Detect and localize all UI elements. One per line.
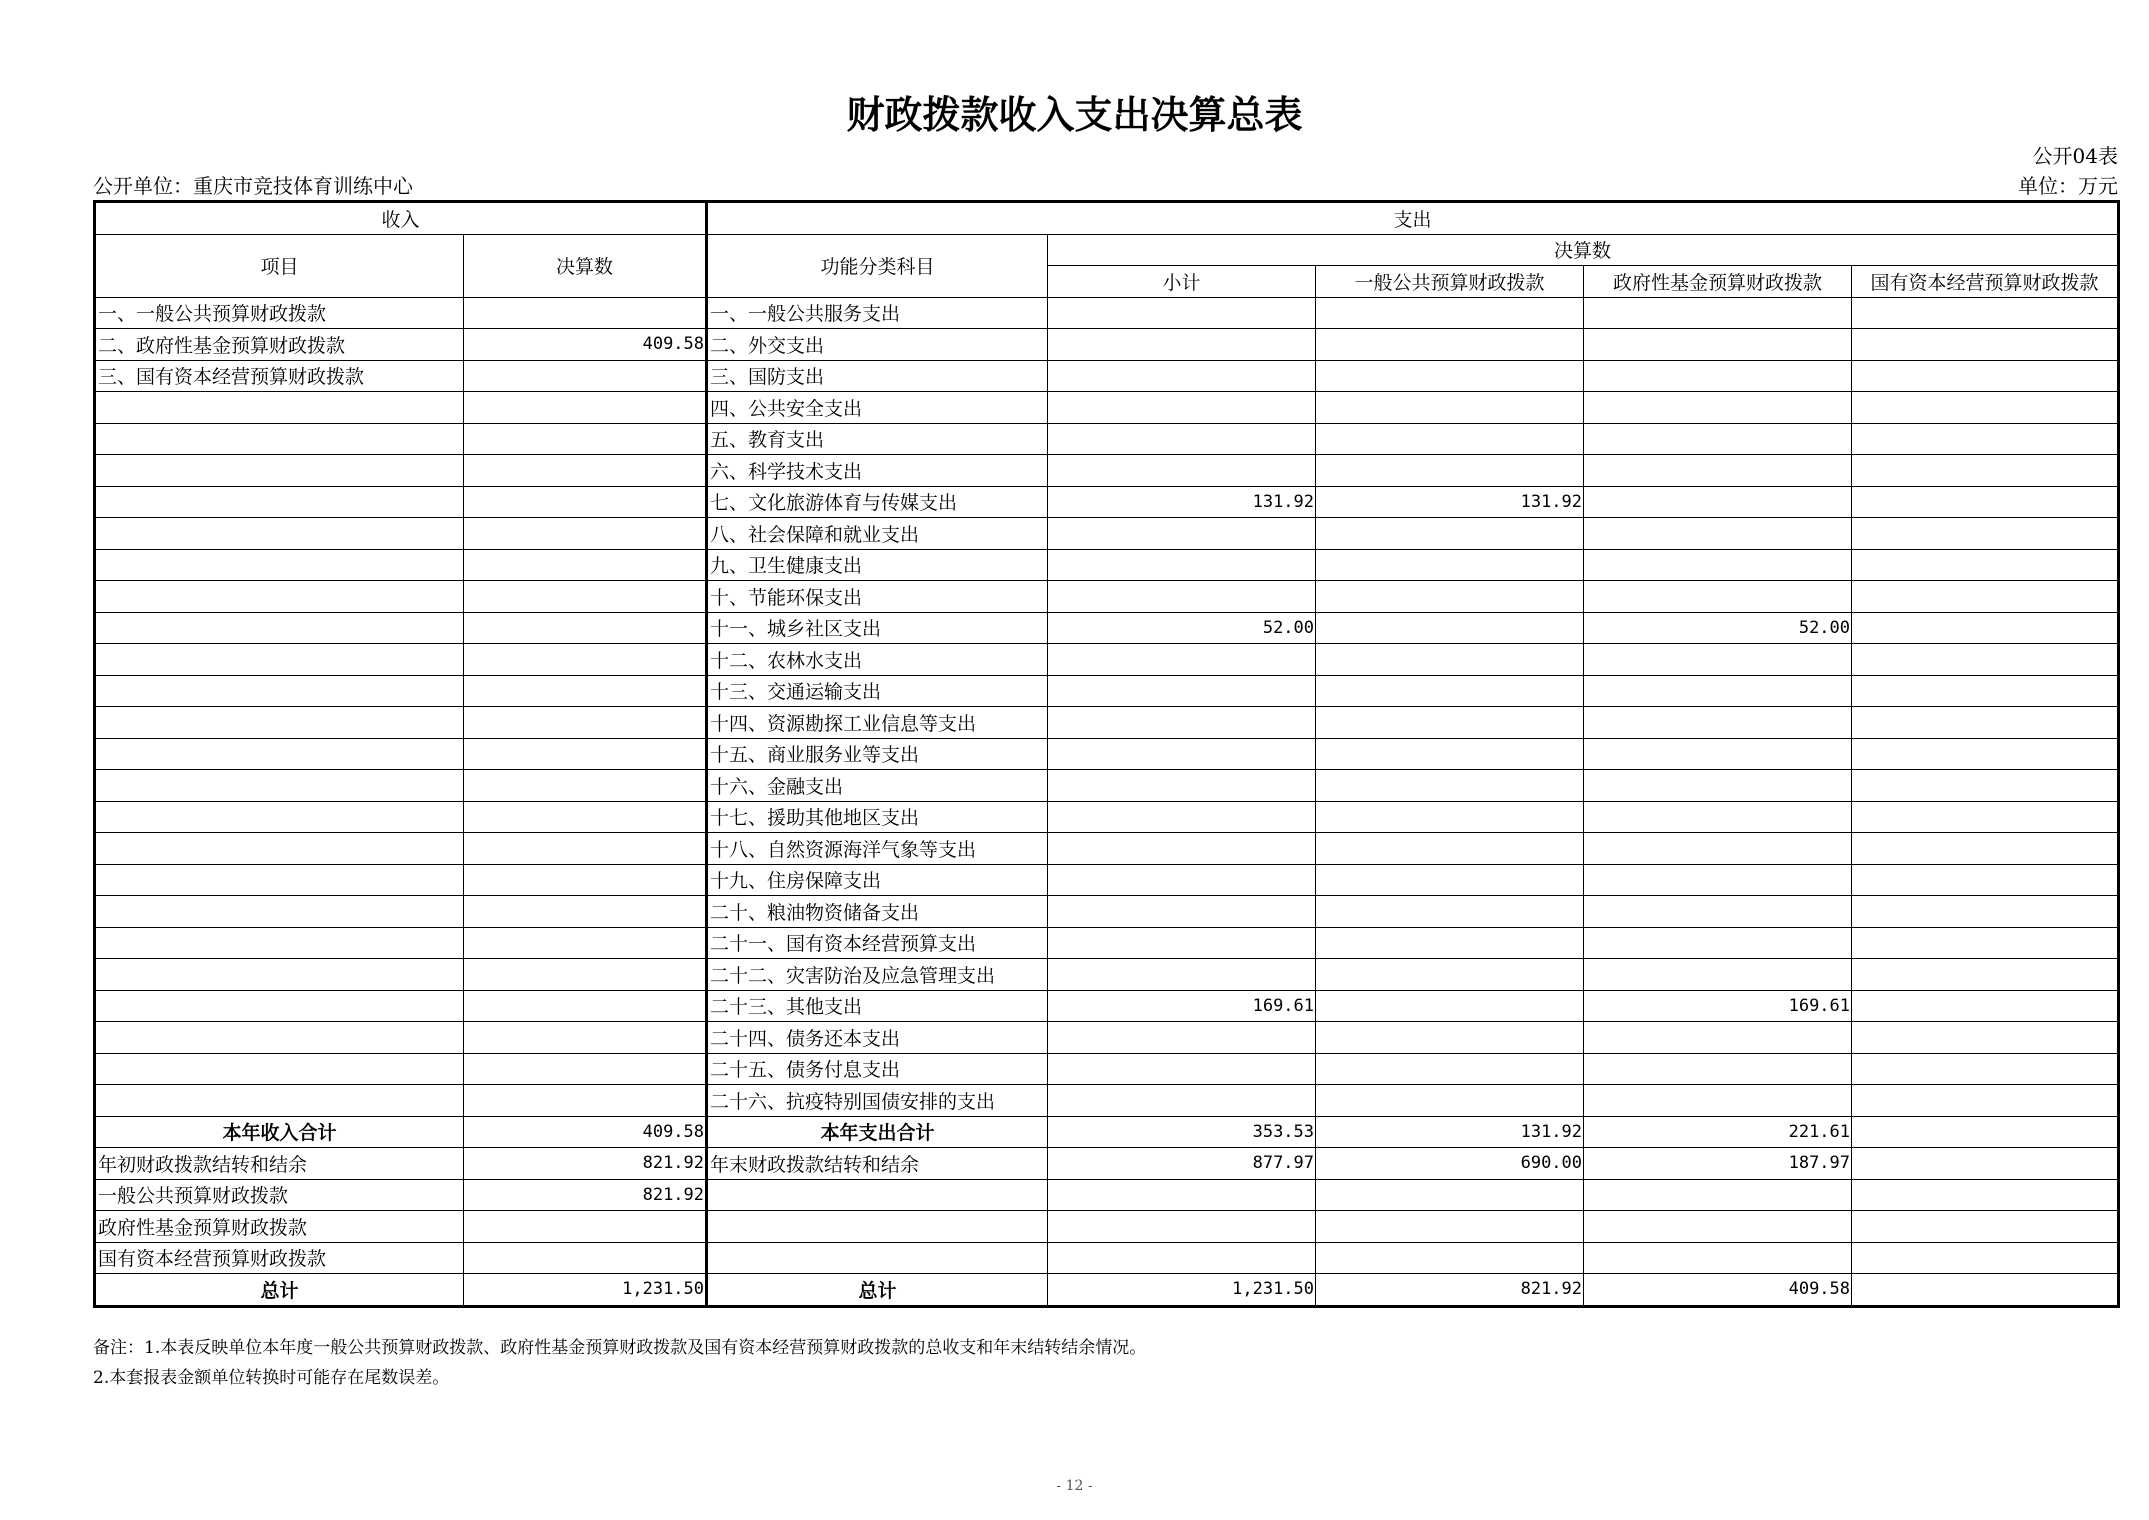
carry-state [1852,1148,2119,1180]
gov-fund-value: 52.00 [1584,612,1852,644]
carry-income-amt: 821.92 [464,1148,707,1180]
table-number: 公开04表 [2032,144,2118,168]
subtotal-value [1048,329,1316,361]
gov-fund-value [1584,297,1852,329]
subtotal-value [1048,297,1316,329]
gov-fund-value [1584,959,1852,991]
gov-fund-value [1584,896,1852,928]
table-row [95,360,2119,392]
general-value [1316,833,1584,865]
year-gen: 131.92 [1316,1116,1584,1148]
income-item [95,927,464,959]
expense-item: 二十五、债务付息支出 [707,1053,1048,1085]
income-amount [464,1085,707,1117]
subtotal-value [1048,770,1316,802]
subtotal-value [1048,1085,1316,1117]
subtotal-value [1048,423,1316,455]
expense-item: 十一、城乡社区支出 [707,612,1048,644]
subtotal-value [1048,644,1316,676]
income-amount: 409.58 [464,329,707,361]
income-item [95,738,464,770]
income-item [95,896,464,928]
grand-state [1852,1274,2119,1307]
general-value [1316,1053,1584,1085]
state-capital-value [1852,297,2119,329]
note-2: 2.本套报表金额单位转换时可能存在尾数误差。 [93,1368,450,1388]
state-capital-value [1852,329,2119,361]
state-capital-value [1852,990,2119,1022]
table-row [95,801,2119,833]
carry-gen: 690.00 [1316,1148,1584,1180]
state-capital-value [1852,486,2119,518]
subtotal-value [1048,959,1316,991]
income-item: 一、一般公共预算财政拨款 [95,297,464,329]
subtotal-value [1048,738,1316,770]
subtotal-value: 52.00 [1048,612,1316,644]
income-item [95,1085,464,1117]
general-value: 131.92 [1316,486,1584,518]
state-capital-value [1852,392,2119,424]
table-row [95,612,2119,644]
carry-gov-fund-amt [464,1211,707,1243]
income-amount [464,959,707,991]
income-amount [464,423,707,455]
table-row [95,833,2119,865]
table-row [95,675,2119,707]
table-row [95,959,2119,991]
expense-item: 五、教育支出 [707,423,1048,455]
state-capital-value [1852,833,2119,865]
gov-fund-value: 169.61 [1584,990,1852,1022]
gov-fund-value [1584,644,1852,676]
expense-item: 二十一、国有资本经营预算支出 [707,927,1048,959]
income-item [95,518,464,550]
state-capital-value [1852,644,2119,676]
income-amount [464,612,707,644]
gov-fund-value [1584,518,1852,550]
table-row [95,896,2119,928]
expense-item: 十七、援助其他地区支出 [707,801,1048,833]
state-capital-value [1852,864,2119,896]
income-amount [464,896,707,928]
income-item: 三、国有资本经营预算财政拨款 [95,360,464,392]
general-value [1316,927,1584,959]
income-amount [464,864,707,896]
general-value [1316,801,1584,833]
expense-item: 十六、金融支出 [707,770,1048,802]
subtotal-value [1048,801,1316,833]
income-amount [464,360,707,392]
expense-item: 十五、商业服务业等支出 [707,738,1048,770]
state-capital-value [1852,1022,2119,1054]
state-capital-value [1852,1053,2119,1085]
subtotal-value [1048,675,1316,707]
budget-table [93,200,2120,1308]
year-state [1852,1116,2119,1148]
carry-state-amt [464,1242,707,1274]
income-amount [464,486,707,518]
subtotal-value [1048,707,1316,739]
income-item [95,959,464,991]
income-amount [464,392,707,424]
page-number: - 12 - [1056,1478,1093,1494]
income-item [95,612,464,644]
general-value [1316,990,1584,1022]
income-item: 二、政府性基金预算财政拨款 [95,329,464,361]
table-row [95,864,2119,896]
grand-exp-label: 总计 [707,1274,1048,1307]
income-item [95,455,464,487]
subtotal-value [1048,833,1316,865]
table-row [95,581,2119,613]
general-value [1316,770,1584,802]
income-item [95,707,464,739]
expense-item: 六、科学技术支出 [707,455,1048,487]
gov-fund-value [1584,1022,1852,1054]
general-value [1316,581,1584,613]
state-capital-value [1852,360,2119,392]
subtotal-value [1048,455,1316,487]
gov-fund-value [1584,360,1852,392]
table-row [95,455,2119,487]
gov-fund-value [1584,549,1852,581]
state-capital-value [1852,738,2119,770]
table-row [95,1053,2119,1085]
expense-item: 十九、住房保障支出 [707,864,1048,896]
carry-gov-fund-row [95,1211,2119,1243]
year-income-amt: 409.58 [464,1116,707,1148]
gov-fund-value [1584,801,1852,833]
func-class-header: 功能分类科目 [707,234,1048,297]
general-value [1316,864,1584,896]
state-capital-value [1852,959,2119,991]
table-row [95,297,2119,329]
carry-gov-fund-label: 政府性基金预算财政拨款 [95,1211,464,1243]
income-item [95,581,464,613]
table-row [95,644,2119,676]
general-value [1316,360,1584,392]
gov-fund-value [1584,707,1852,739]
general-value [1316,518,1584,550]
table-row [95,1022,2119,1054]
year-exp-label: 本年支出合计 [707,1116,1048,1148]
carry-state-row [95,1242,2119,1274]
general-value [1316,707,1584,739]
state-capital-value [1852,801,2119,833]
state-capital-value [1852,770,2119,802]
gov-fund-value [1584,1053,1852,1085]
income-item [95,549,464,581]
state-capital-value [1852,455,2119,487]
carry-state-label: 国有资本经营预算财政拨款 [95,1242,464,1274]
general-value [1316,675,1584,707]
expense-header: 支出 [707,202,2119,235]
subtotal-value [1048,549,1316,581]
income-amount [464,644,707,676]
income-item [95,675,464,707]
general-header: 一般公共预算财政拨款 [1316,266,1584,298]
amount-header: 决算数 [464,234,707,297]
grand-income-amt: 1,231.50 [464,1274,707,1307]
state-capital-value [1852,896,2119,928]
income-item [95,644,464,676]
income-amount [464,675,707,707]
income-item [95,833,464,865]
grand-income-label: 总计 [95,1274,464,1307]
subtotal-value: 169.61 [1048,990,1316,1022]
gov-fund-value [1584,392,1852,424]
gov-fund-value [1584,455,1852,487]
expense-item: 二十三、其他支出 [707,990,1048,1022]
income-amount [464,549,707,581]
subtotal-value [1048,1022,1316,1054]
income-amount [464,455,707,487]
table-row [95,707,2119,739]
carry-gov: 187.97 [1584,1148,1852,1180]
carry-general-label: 一般公共预算财政拨款 [95,1179,464,1211]
income-amount [464,833,707,865]
subtotal-value [1048,864,1316,896]
state-capital-value [1852,612,2119,644]
final-header: 决算数 [1048,234,2119,266]
page-title: 财政拨款收入支出决算总表 [846,93,1303,137]
grand-gen: 821.92 [1316,1274,1584,1307]
subtotal-value: 131.92 [1048,486,1316,518]
state-capital-header: 国有资本经营预算财政拨款 [1852,266,2119,298]
income-amount [464,990,707,1022]
gov-fund-value [1584,423,1852,455]
year-gov: 221.61 [1584,1116,1852,1148]
gov-fund-value [1584,738,1852,770]
table-row [95,392,2119,424]
table-row [95,329,2119,361]
table-row [95,486,2119,518]
expense-item: 二十、粮油物资储备支出 [707,896,1048,928]
general-value [1316,297,1584,329]
state-capital-value [1852,927,2119,959]
general-value [1316,392,1584,424]
grand-gov: 409.58 [1584,1274,1852,1307]
general-value [1316,1085,1584,1117]
expense-item: 三、国防支出 [707,360,1048,392]
expense-item: 一、一般公共服务支出 [707,297,1048,329]
general-value [1316,1022,1584,1054]
income-item [95,990,464,1022]
expense-item: 七、文化旅游体育与传媒支出 [707,486,1048,518]
table-row [95,927,2119,959]
table-row [95,549,2119,581]
state-capital-value [1852,675,2119,707]
income-item [95,770,464,802]
state-capital-value [1852,518,2119,550]
table-row [95,770,2119,802]
gov-fund-value [1584,486,1852,518]
subtotal-value [1048,1053,1316,1085]
carry-exp-label: 年末财政拨款结转和结余 [707,1148,1048,1180]
carry-income-label: 年初财政拨款结转和结余 [95,1148,464,1180]
notes [93,1333,1146,1393]
table-row [95,1085,2119,1117]
income-amount [464,581,707,613]
subtotal-header: 小计 [1048,266,1316,298]
state-capital-value [1852,707,2119,739]
general-value [1316,612,1584,644]
expense-item: 十八、自然资源海洋气象等支出 [707,833,1048,865]
table-row [95,518,2119,550]
gov-fund-value [1584,675,1852,707]
expense-item: 八、社会保障和就业支出 [707,518,1048,550]
income-item [95,392,464,424]
expense-item: 十三、交通运输支出 [707,675,1048,707]
income-amount [464,297,707,329]
income-amount [464,518,707,550]
expense-item: 二十四、债务还本支出 [707,1022,1048,1054]
general-value [1316,644,1584,676]
expense-item: 二十二、灾害防治及应急管理支出 [707,959,1048,991]
income-item [95,801,464,833]
general-value [1316,329,1584,361]
gov-fund-value [1584,329,1852,361]
reporting-unit: 公开单位：重庆市竞技体育训练中心 [93,174,413,198]
note-1: 备注：1.本表反映单位本年度一般公共预算财政拨款、政府性基金预算财政拨款及国有资本经营预算财政拨款的总收支和年末结转结余情况。 [93,1338,1147,1358]
currency-unit: 单位：万元 [2018,174,2118,198]
income-header: 收入 [95,202,707,235]
subtotal-value [1048,896,1316,928]
income-item [95,1022,464,1054]
expense-item: 十二、农林水支出 [707,644,1048,676]
carry-sub: 877.97 [1048,1148,1316,1180]
expense-item: 二十六、抗疫特别国债安排的支出 [707,1085,1048,1117]
state-capital-value [1852,423,2119,455]
gov-fund-value [1584,864,1852,896]
gov-fund-value [1584,1085,1852,1117]
expense-item: 二、外交支出 [707,329,1048,361]
expense-item: 四、公共安全支出 [707,392,1048,424]
gov-fund-value [1584,927,1852,959]
expense-item: 九、卫生健康支出 [707,549,1048,581]
income-amount [464,1053,707,1085]
gov-fund-header: 政府性基金预算财政拨款 [1584,266,1852,298]
income-amount [464,707,707,739]
item-header: 项目 [95,234,464,297]
income-amount [464,770,707,802]
general-value [1316,738,1584,770]
income-amount [464,1022,707,1054]
state-capital-value [1852,1085,2119,1117]
general-value [1316,896,1584,928]
grand-sub: 1,231.50 [1048,1274,1316,1307]
income-amount [464,801,707,833]
expense-item: 十、节能环保支出 [707,581,1048,613]
general-value [1316,549,1584,581]
general-value [1316,423,1584,455]
subtotal-value [1048,360,1316,392]
table-row [95,738,2119,770]
gov-fund-value [1584,770,1852,802]
general-value [1316,959,1584,991]
general-value [1316,455,1584,487]
table-row [95,990,2119,1022]
income-item [95,486,464,518]
year-total-row [95,1116,2119,1148]
carry-general-amt: 821.92 [464,1179,707,1211]
income-item [95,423,464,455]
subtotal-value [1048,392,1316,424]
year-income-label: 本年收入合计 [95,1116,464,1148]
income-item [95,864,464,896]
income-amount [464,738,707,770]
income-amount [464,927,707,959]
table-row [95,423,2119,455]
subtotal-value [1048,927,1316,959]
income-item [95,1053,464,1085]
gov-fund-value [1584,833,1852,865]
carry-row [95,1148,2119,1180]
year-sub: 353.53 [1048,1116,1316,1148]
expense-item: 十四、资源勘探工业信息等支出 [707,707,1048,739]
subtotal-value [1048,518,1316,550]
gov-fund-value [1584,581,1852,613]
grand-total-row [95,1274,2119,1307]
state-capital-value [1852,549,2119,581]
subtotal-value [1048,581,1316,613]
state-capital-value [1852,581,2119,613]
carry-general-row [95,1179,2119,1211]
